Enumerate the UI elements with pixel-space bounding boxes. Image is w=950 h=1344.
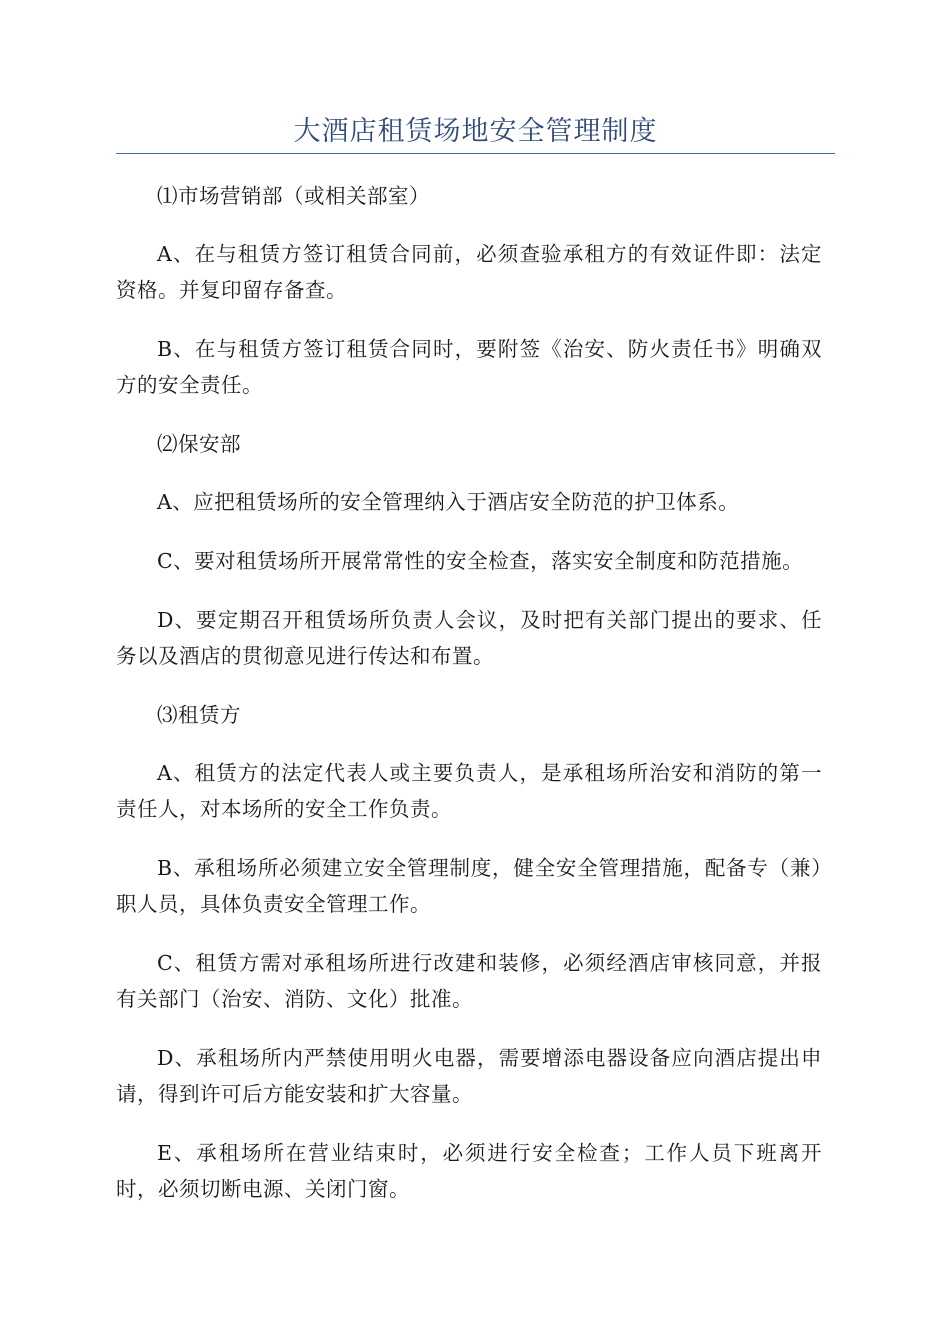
paragraph: A、在与租赁方签订租赁合同前，必须查验承租方的有效证件即：法定资格。并复印留存备查。	[116, 242, 822, 302]
document-body	[116, 178, 822, 1230]
paragraph: B、承租场所必须建立安全管理制度，健全安全管理措施，配备专（兼）职人员，具体负责安全管理工作。	[116, 856, 822, 916]
paragraph: A、应把租赁场所的安全管理纳入于酒店安全防范的护卫体系。	[157, 490, 740, 514]
paragraph: C、租赁方需对承租场所进行改建和装修，必须经酒店审核同意，并报有关部门（治安、消防、文化）批准。	[116, 951, 822, 1011]
paragraph: D、承租场所内严禁使用明火电器，需要增添电器设备应向酒店提出申请，得到许可后方能安装和扩大容量。	[116, 1046, 822, 1106]
section-heading-marketing: ⑴市场营销部（或相关部室）	[157, 184, 430, 208]
paragraph: C、要对租赁场所开展常常性的安全检查，落实安全制度和防范措施。	[157, 549, 804, 573]
section-heading-lessee: ⑶租赁方	[157, 703, 241, 727]
section-heading-security: ⑵保安部	[157, 432, 241, 456]
paragraph: E、承租场所在营业结束时，必须进行安全检查；工作人员下班离开时，必须切断电源、关闭门窗。	[116, 1141, 822, 1201]
title-underline	[116, 153, 835, 154]
document-title: 大酒店租赁场地安全管理制度	[293, 116, 658, 147]
paragraph: A、租赁方的法定代表人或主要负责人，是承租场所治安和消防的第一责任人，对本场所的安全工作负责。	[116, 761, 822, 821]
paragraph: D、要定期召开租赁场所负责人会议，及时把有关部门提出的要求、任务以及酒店的贯彻意见进行传达和布置。	[116, 608, 822, 668]
paragraph: B、在与租赁方签订租赁合同时，要附签《治安、防火责任书》明确双方的安全责任。	[116, 337, 822, 397]
